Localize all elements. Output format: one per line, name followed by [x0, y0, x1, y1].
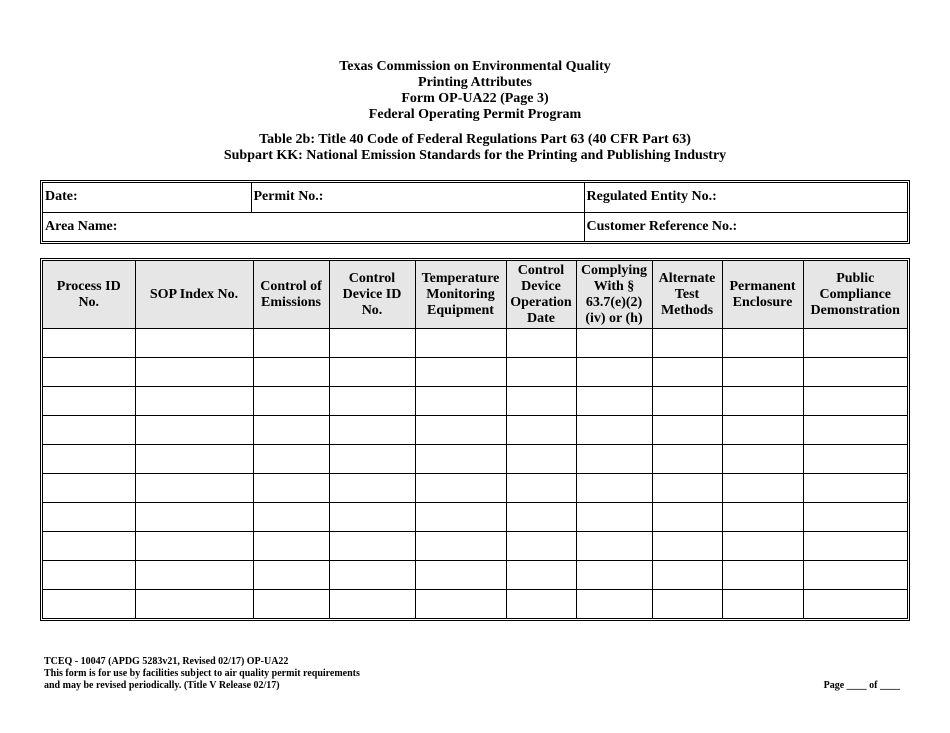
table-cell[interactable]	[722, 358, 803, 387]
form-number: Form OP-UA22 (Page 3)	[401, 91, 549, 106]
table-cell[interactable]	[253, 329, 329, 358]
col-alternate-test-methods: Alternate Test Methods	[652, 261, 722, 329]
table-cell[interactable]	[415, 416, 506, 445]
permit-number-field[interactable]: Permit No.:	[251, 183, 584, 212]
table-cell[interactable]	[43, 445, 135, 474]
table-cell[interactable]	[253, 474, 329, 503]
table-cell[interactable]	[415, 387, 506, 416]
table-row	[43, 590, 907, 619]
table-cell[interactable]	[722, 590, 803, 619]
page-number: Page ____ of ____	[823, 680, 900, 691]
table-cell[interactable]	[329, 387, 415, 416]
table-cell[interactable]	[43, 416, 135, 445]
table-cell[interactable]	[415, 445, 506, 474]
table-cell[interactable]	[652, 329, 722, 358]
table-cell[interactable]	[506, 358, 576, 387]
table-cell[interactable]	[415, 474, 506, 503]
table-cell[interactable]	[329, 445, 415, 474]
table-cell[interactable]	[135, 329, 253, 358]
table-body	[43, 329, 907, 619]
data-table-frame	[40, 258, 910, 621]
table-row	[43, 561, 907, 590]
customer-reference-field[interactable]: Customer Reference No.:	[584, 212, 907, 241]
table-cell[interactable]	[253, 358, 329, 387]
table-cell[interactable]	[329, 474, 415, 503]
table-cell[interactable]	[576, 445, 652, 474]
table-cell[interactable]	[652, 474, 722, 503]
table-cell[interactable]	[415, 561, 506, 590]
col-public-compliance: Public Compliance Demonstration	[803, 261, 907, 329]
table-cell[interactable]	[43, 329, 135, 358]
table-cell[interactable]	[652, 590, 722, 619]
table-cell[interactable]	[803, 503, 907, 532]
table-cell[interactable]	[329, 329, 415, 358]
table-cell[interactable]	[576, 474, 652, 503]
table-cell[interactable]	[803, 532, 907, 561]
table-cell[interactable]	[506, 532, 576, 561]
table-cell[interactable]	[652, 561, 722, 590]
col-permanent-enclosure: Permanent Enclosure	[722, 261, 803, 329]
form-usage-note: This form is for use by facilities subject to air quality permit requirements	[44, 668, 360, 679]
table-cell[interactable]	[43, 474, 135, 503]
table-cell[interactable]	[506, 561, 576, 590]
table-cell[interactable]	[329, 416, 415, 445]
table-row	[43, 503, 907, 532]
table-cell[interactable]	[43, 532, 135, 561]
table-cell[interactable]	[415, 358, 506, 387]
table-cell[interactable]	[253, 445, 329, 474]
table-row	[43, 416, 907, 445]
table-cell[interactable]	[43, 503, 135, 532]
table-cell[interactable]	[722, 416, 803, 445]
table-subtitle: Subpart KK: National Emission Standards for the Printing and Publishing Industry	[223, 148, 727, 163]
table-cell[interactable]	[722, 445, 803, 474]
area-name-field[interactable]: Area Name:	[43, 212, 584, 241]
table-cell[interactable]	[576, 532, 652, 561]
table-cell[interactable]	[329, 590, 415, 619]
col-process-id: Process ID No.	[43, 261, 135, 329]
table-cell[interactable]	[415, 532, 506, 561]
table-cell[interactable]	[722, 387, 803, 416]
table-cell[interactable]	[253, 561, 329, 590]
table-cell[interactable]	[576, 329, 652, 358]
table-cell[interactable]	[43, 590, 135, 619]
table-cell[interactable]	[506, 416, 576, 445]
program-name: Federal Operating Permit Program	[368, 107, 582, 122]
table-cell[interactable]	[135, 387, 253, 416]
table-cell[interactable]	[253, 387, 329, 416]
col-sop-index: SOP Index No.	[135, 261, 253, 329]
table-cell[interactable]	[652, 532, 722, 561]
table-cell[interactable]	[506, 445, 576, 474]
table-cell[interactable]	[329, 561, 415, 590]
table-cell[interactable]	[415, 590, 506, 619]
table-cell[interactable]	[253, 416, 329, 445]
col-control-device-operation-date: Control Device Operation Date	[506, 261, 576, 329]
table-cell[interactable]	[652, 503, 722, 532]
table-cell[interactable]	[135, 532, 253, 561]
form-subject: Printing Attributes	[418, 75, 532, 90]
table-cell[interactable]	[135, 590, 253, 619]
info-table-frame	[40, 180, 910, 244]
table-cell[interactable]	[506, 329, 576, 358]
table-cell[interactable]	[722, 503, 803, 532]
table-cell[interactable]	[652, 445, 722, 474]
form-revision-note: and may be revised periodically. (Title V Release 02/17)	[44, 680, 280, 691]
table-cell[interactable]	[43, 561, 135, 590]
table-cell[interactable]	[415, 503, 506, 532]
table-row	[43, 358, 907, 387]
table-cell[interactable]	[415, 329, 506, 358]
form-revision: TCEQ - 10047 (APDG 5283v21, Revised 02/17) OP-UA22	[44, 656, 289, 667]
form-footer	[44, 656, 360, 692]
table-cell[interactable]	[329, 532, 415, 561]
regulated-entity-field[interactable]: Regulated Entity No.:	[584, 183, 907, 212]
table-cell[interactable]	[506, 474, 576, 503]
table-row	[43, 532, 907, 561]
table-cell[interactable]	[722, 474, 803, 503]
table-cell[interactable]	[135, 416, 253, 445]
table-cell[interactable]	[722, 532, 803, 561]
table-cell[interactable]	[253, 590, 329, 619]
table-cell[interactable]	[576, 387, 652, 416]
table-cell[interactable]	[803, 329, 907, 358]
table-cell[interactable]	[135, 474, 253, 503]
table-cell[interactable]	[506, 387, 576, 416]
table-cell[interactable]	[722, 561, 803, 590]
col-temperature-monitoring: Temperature Monitoring Equipment	[415, 261, 506, 329]
table-cell[interactable]	[135, 503, 253, 532]
table-cell[interactable]	[135, 445, 253, 474]
table-cell[interactable]	[135, 561, 253, 590]
form-header	[0, 59, 950, 164]
table-cell[interactable]	[652, 358, 722, 387]
table-cell[interactable]	[652, 416, 722, 445]
table-cell[interactable]	[576, 561, 652, 590]
table-cell[interactable]	[803, 416, 907, 445]
table-row	[43, 387, 907, 416]
table-cell[interactable]	[253, 532, 329, 561]
table-cell[interactable]	[329, 358, 415, 387]
table-cell[interactable]	[43, 358, 135, 387]
table-cell[interactable]	[506, 590, 576, 619]
table-cell[interactable]	[329, 503, 415, 532]
agency-title: Texas Commission on Environmental Quality	[339, 59, 611, 74]
date-field[interactable]: Date:	[43, 183, 251, 212]
table-cell[interactable]	[576, 590, 652, 619]
table-row	[43, 445, 907, 474]
table-cell[interactable]	[576, 503, 652, 532]
table-title: Table 2b: Title 40 Code of Federal Regulations Part 63 (40 CFR Part 63)	[259, 132, 691, 147]
table-cell[interactable]	[135, 358, 253, 387]
table-cell[interactable]	[803, 474, 907, 503]
table-cell[interactable]	[803, 590, 907, 619]
table-cell[interactable]	[803, 358, 907, 387]
info-table	[43, 183, 907, 241]
col-complying-with: Complying With § 63.7(e)(2)(iv) or (h)	[576, 261, 652, 329]
table-cell[interactable]	[576, 416, 652, 445]
table-cell[interactable]	[803, 445, 907, 474]
table-cell[interactable]	[43, 387, 135, 416]
col-control-of-emissions: Control of Emissions	[253, 261, 329, 329]
table-cell[interactable]	[576, 358, 652, 387]
table-cell[interactable]	[253, 503, 329, 532]
table-cell[interactable]	[803, 561, 907, 590]
col-control-device-id: Control Device ID No.	[329, 261, 415, 329]
table-row	[43, 329, 907, 358]
table-cell[interactable]	[803, 387, 907, 416]
table-cell[interactable]	[506, 503, 576, 532]
table-cell[interactable]	[722, 329, 803, 358]
table-row	[43, 474, 907, 503]
table-cell[interactable]	[652, 387, 722, 416]
data-table	[43, 261, 907, 618]
